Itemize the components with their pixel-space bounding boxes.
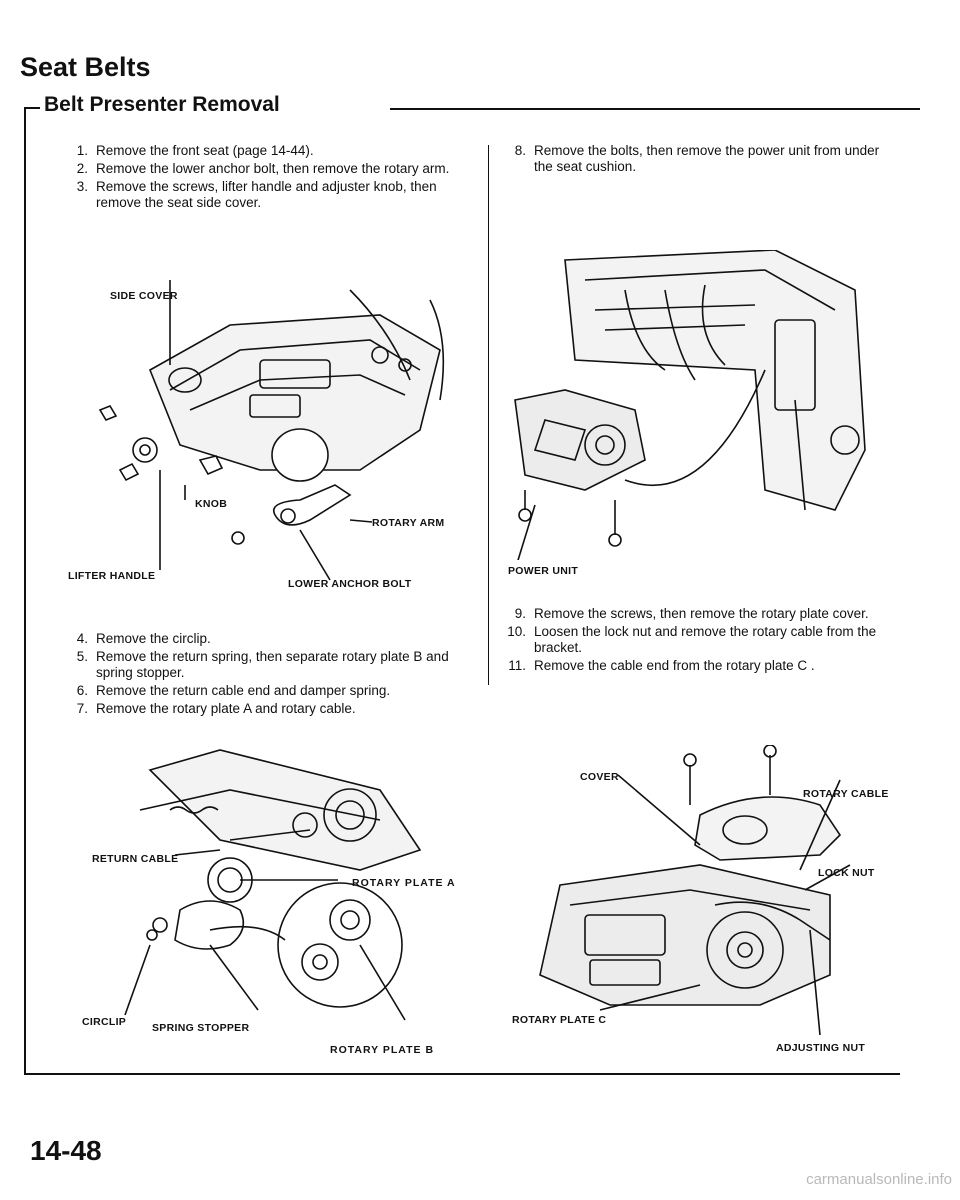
step-item: 10. Loosen the lock nut and remove the rotary cable from the bracket. (507, 624, 877, 655)
steps-list-3 (500, 143, 900, 177)
step-item: 4. Remove the circlip. (76, 631, 211, 646)
frame-bottom-rule (24, 1073, 900, 1075)
label-rotary-plate-c: ROTARY PLATE C (512, 1014, 607, 1026)
frame-top-rule (24, 107, 40, 109)
label-return-cable: RETURN CABLE (92, 853, 179, 865)
label-rotary-cable: ROTARY CABLE (803, 788, 889, 800)
steps-list-1 (62, 143, 462, 213)
label-lower-anchor-bolt: LOWER ANCHOR BOLT (288, 578, 412, 590)
label-power-unit: POWER UNIT (508, 565, 579, 577)
step-item: 7. Remove the rotary plate A and rotary cable. (76, 701, 356, 716)
step-item: 2. Remove the lower anchor bolt, then remove the rotary arm. (76, 161, 450, 176)
watermark-text: carmanualsonline.info (806, 1171, 952, 1188)
section-subtitle: Belt Presenter Removal (44, 93, 280, 116)
page-number: 14-48 (30, 1135, 102, 1166)
seat-side-cover-illustration (60, 270, 480, 610)
column-divider (488, 145, 489, 685)
step-item: 5. Remove the return spring, then separate rotary plate B and spring stopper. (76, 649, 449, 680)
frame-left-rule (24, 107, 26, 1075)
step-item: 11. Remove the cable end from the rotary plate C . (508, 658, 815, 673)
power-unit-illustration (505, 250, 895, 560)
label-adjusting-nut: ADJUSTING NUT (776, 1042, 866, 1054)
steps-list-4 (500, 606, 905, 676)
step-item: 9. Remove the screws, then remove the rotary plate cover. (514, 606, 869, 621)
label-rotary-plate-a: ROTARY PLATE A (352, 877, 456, 889)
steps-list-2 (62, 631, 472, 719)
label-lifter-handle: LIFTER HANDLE (68, 570, 156, 582)
label-rotary-plate-b: ROTARY PLATE B (330, 1044, 435, 1056)
page-title: Seat Belts (20, 52, 151, 82)
label-spring-stopper: SPRING STOPPER (152, 1022, 250, 1034)
label-side-cover: SIDE COVER (110, 290, 178, 302)
step-item: 6. Remove the return cable end and damper spring. (76, 683, 391, 698)
label-circlip: CIRCLIP (82, 1016, 127, 1028)
label-rotary-arm: ROTARY ARM (372, 517, 445, 529)
step-item: 8. Remove the bolts, then remove the power unit from under the seat cushion. (514, 143, 880, 174)
step-item: 1. Remove the front seat (page 14-44). (76, 143, 314, 158)
label-cover: COVER (580, 771, 619, 783)
label-lock-nut: LOCK NUT (818, 867, 875, 879)
label-knob: KNOB (195, 498, 228, 510)
section-rule (390, 108, 920, 110)
step-item: 3. Remove the screws, lifter handle and adjuster knob, then remove the seat side cover. (76, 179, 437, 210)
